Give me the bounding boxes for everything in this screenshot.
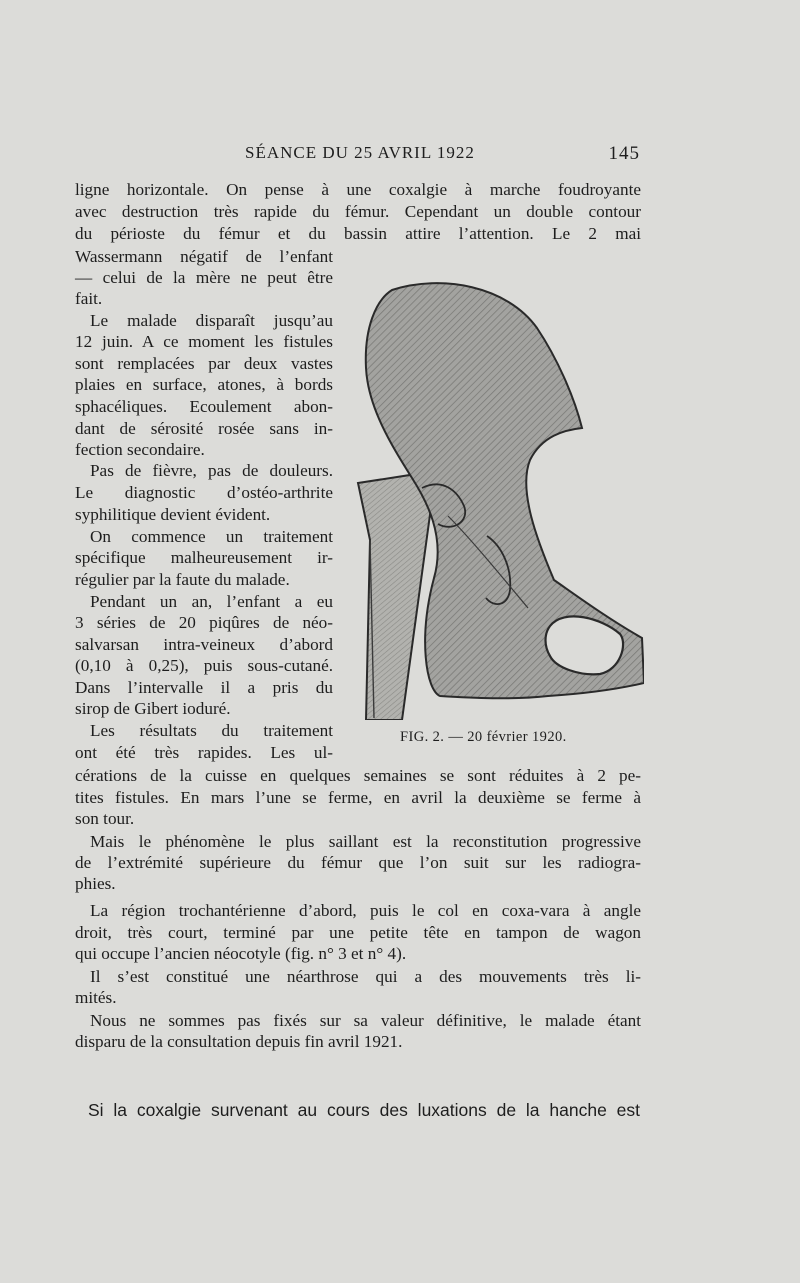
- text-line: 3 séries de 20 piqûres de néo-: [75, 613, 333, 632]
- figure-caption: FIG. 2. — 20 février 1920.: [400, 729, 567, 745]
- text-line: droit, très court, terminé par une petite tête en tampon de wagon: [75, 923, 641, 942]
- text-line: fait.: [75, 289, 103, 308]
- text-line: tites fistules. En mars l’une se ferme, en avril la deuxième se ferme à: [75, 788, 641, 807]
- text-line: Pendant un an, l’enfant a eu: [90, 592, 333, 611]
- next-section-line: Si la coxalgie survenant au cours des luxations de la hanche est: [88, 1099, 640, 1120]
- text-line: phies.: [75, 874, 116, 893]
- text-line: — celui de la mère ne peut être: [75, 268, 333, 287]
- text-line: régulier par la faute du malade.: [75, 570, 290, 589]
- text-line: Dans l’intervalle il a pris du: [75, 678, 333, 697]
- page-number: 145: [608, 143, 640, 164]
- text-line: ont été très rapides. Les ul-: [75, 743, 333, 762]
- text-line: sphacéliques. Ecoulement abon-: [75, 397, 333, 416]
- text-line: salvarsan intra-veineux d’abord: [75, 635, 333, 654]
- text-line: disparu de la consultation depuis fin avril 1921.: [75, 1032, 403, 1051]
- text-line: Le diagnostic d’ostéo-arthrite: [75, 483, 333, 502]
- text-line: fection secondaire.: [75, 440, 205, 459]
- text-line: avec destruction très rapide du fémur. Cependant un double contour: [75, 202, 641, 221]
- running-header: [75, 143, 640, 169]
- text-line: syphilitique devient évident.: [75, 505, 271, 524]
- text-line: ligne horizontale. On pense à une coxalgie à marche foudroyante: [75, 180, 641, 199]
- text-line: sirop de Gibert ioduré.: [75, 699, 231, 718]
- hip-radiograph-figure: [352, 278, 644, 720]
- header-title: SÉANCE DU 25 AVRIL 1922: [245, 143, 475, 162]
- text-line: Le malade disparaît jusqu’au: [90, 311, 333, 330]
- text-line: mités.: [75, 988, 117, 1007]
- text-line: Les résultats du traitement: [90, 721, 333, 740]
- pelvis-femur-drawing: [352, 278, 644, 720]
- femur-shaft: [358, 475, 432, 720]
- text-line: cérations de la cuisse en quelques semaines se sont réduites à 2 pe-: [75, 766, 641, 785]
- text-line: On commence un traitement: [90, 527, 333, 546]
- text-line: plaies en surface, atones, à bords: [75, 375, 333, 394]
- text-line: La région trochantérienne d’abord, puis le col en coxa-vara à angle: [90, 901, 641, 920]
- text-line: spécifique malheureusement ir-: [75, 548, 333, 567]
- text-line: qui occupe l’ancien néocotyle (fig. n° 3 et n° 4).: [75, 944, 407, 963]
- text-line: Il s’est constitué une néarthrose qui a des mouvements très li-: [90, 967, 641, 986]
- text-line: 12 juin. A ce moment les fistules: [75, 332, 333, 351]
- text-line: Wassermann négatif de l’enfant: [75, 247, 333, 266]
- text-line: Pas de fièvre, pas de douleurs.: [90, 461, 333, 480]
- text-line: son tour.: [75, 809, 135, 828]
- text-line: dant de sérosité rosée sans in-: [75, 419, 333, 438]
- text-line: Mais le phénomène le plus saillant est la reconstitution progressive: [90, 832, 641, 851]
- text-line: sont remplacées par deux vastes: [75, 354, 333, 373]
- text-line: Nous ne sommes pas fixés sur sa valeur définitive, le malade étant: [90, 1011, 641, 1030]
- text-line: de l’extrémité supérieure du fémur que l’on suit sur les radiogra-: [75, 853, 641, 872]
- text-line: (0,10 à 0,25), puis sous-cutané.: [75, 656, 333, 675]
- text-line: du périoste du fémur et du bassin attire l’attention. Le 2 mai: [75, 224, 641, 243]
